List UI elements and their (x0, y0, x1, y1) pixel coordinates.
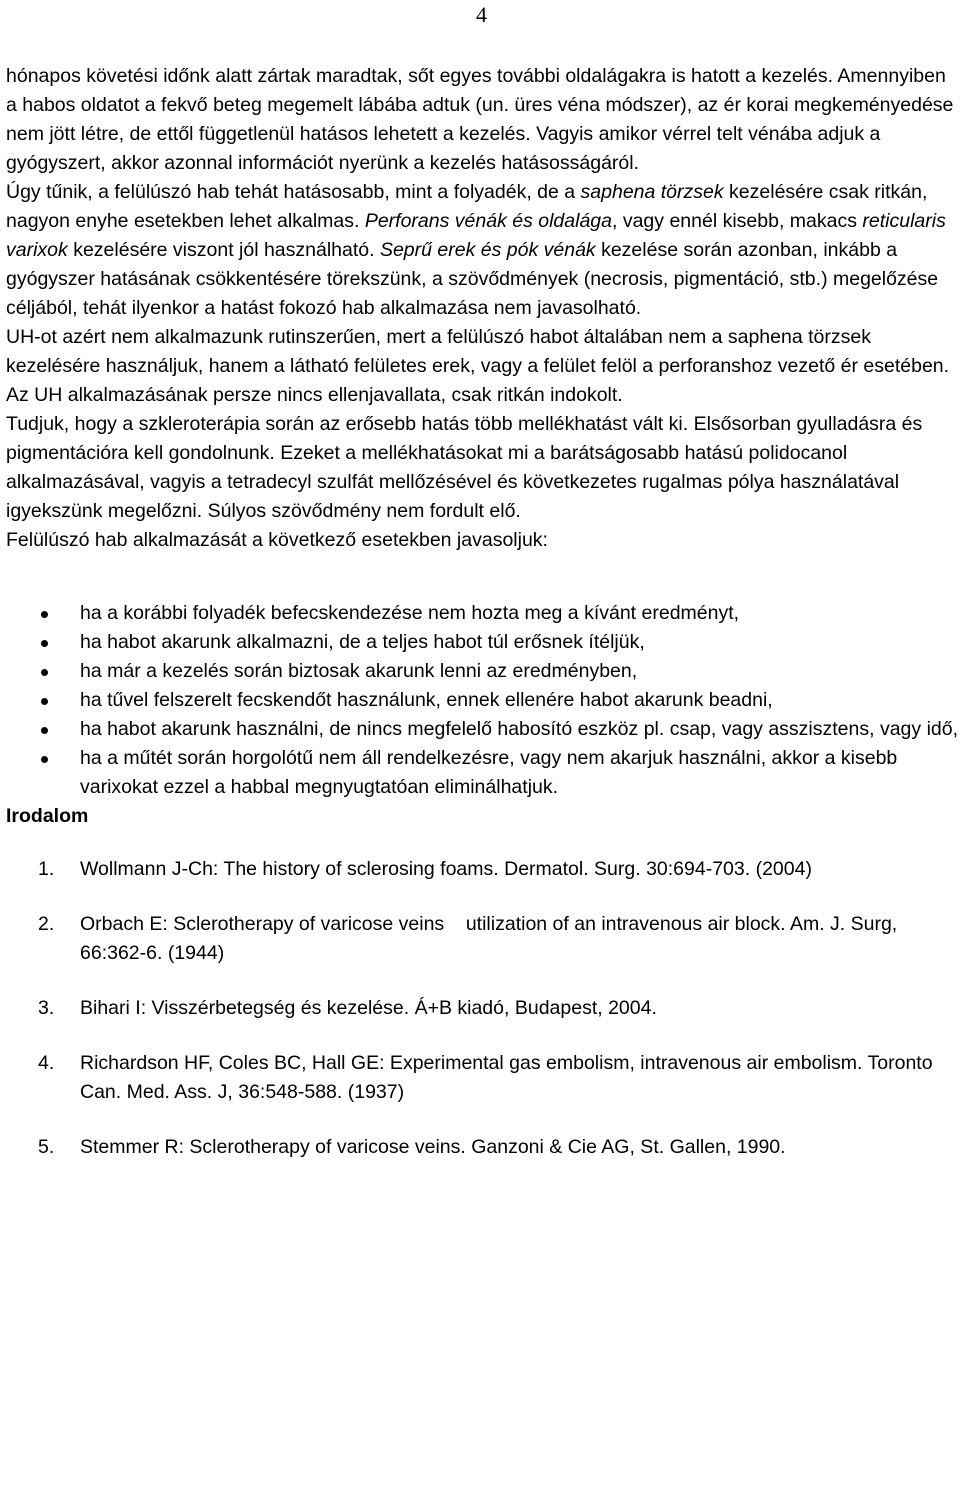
reference-text: Orbach E: Sclerotherapy of varicose veins utilization of an intravenous air block. Am. J. Surg, 66:362-6. (1944) (80, 913, 903, 964)
paragraph-ultrasound: UH-ot azért nem alkalmazunk rutinszerűen, mert a felülúszó habot általában nem a saphena törzsek kezelésére használjuk, hanem a látható felületes erek, vagy a felület felöl a perforanshoz vezető ér esetében. Az UH alkalmazásának persze nincs ellenjavallata, csak ritkán indokolt. (6, 326, 950, 406)
list-item (6, 628, 958, 657)
page-number: 4 (476, 2, 487, 27)
list-item (6, 599, 958, 628)
paragraph-followup: hónapos követési időnk alatt zártak maradtak, sőt egyes további oldalágakra is hatott a kezelés. Amennyiben a habos oldatot a fekvő beteg megemelt lábába adtuk (un. üres véna módszer), az ér korai megkeményedése nem jött létre, de ettől függetlenül hatásos lehetett a kezelés. Vagyis amikor vérrel telt vénába adjuk a gyógyszert, akkor azonnal információt nyerünk a kezelés hatásosságáról. (6, 65, 954, 174)
list-item-text: ha tűvel felszerelt fecskendőt használunk, ennek ellenére habot akarunk beadni, (80, 689, 773, 711)
reference-number: 2. (38, 913, 55, 935)
bullet-icon (41, 756, 48, 763)
list-item (6, 657, 958, 686)
list-item-text: ha habot akarunk használni, de nincs megfelelő habosító eszköz pl. csap, vagy asszisztens, vagy idő, (80, 718, 959, 740)
list-item (6, 686, 958, 715)
reference-number: 4. (38, 1052, 55, 1074)
bullet-icon (41, 669, 48, 676)
text-run: Úgy tűnik, a felülúszó hab tehát hatásosabb, mint a folyadék, de a (6, 181, 581, 203)
text-run: , vagy ennél kisebb, makacs (612, 210, 863, 232)
text-run: kezelése során azonban, inkább a gyógyszer hatásának csökkentésére törekszünk, a szövődmények (necrosis, pigmentáció, stb.) megelőzése céljából, tehát ilyenkor a hatást fokozó hab alkalmazása nem javasolható. (6, 239, 939, 319)
reference-item (6, 1049, 958, 1107)
italic-term-saphena: saphena törzsek (580, 181, 724, 203)
reference-number: 3. (38, 997, 55, 1019)
reference-number: 5. (38, 1136, 55, 1158)
list-item (6, 744, 958, 802)
reference-list (6, 855, 958, 1162)
reference-item (6, 994, 958, 1023)
list-item-text: ha már a kezelés során biztosak akarunk lenni az eredményben, (80, 660, 638, 682)
reference-text: Bihari I: Visszérbetegség és kezelése. Á+B kiadó, Budapest, 2004. (80, 997, 657, 1019)
references-heading: Irodalom (6, 805, 89, 827)
reference-text: Stemmer R: Sclerotherapy of varicose veins. Ganzoni & Cie AG, St. Gallen, 1990. (80, 1136, 786, 1158)
reference-item (6, 910, 958, 968)
reference-text: Richardson HF, Coles BC, Hall GE: Experimental gas embolism, intravenous air embolism. Toronto Can. Med. Ass. J, 36:548-588. (1937) (80, 1052, 933, 1103)
list-item-text: ha a műtét során horgolótű nem áll rendelkezésre, vagy nem akarjuk használni, akkor a kisebb varixokat ezzel a habbal megnyugtatóan eliminálhatjuk. (80, 747, 898, 798)
list-item (6, 715, 958, 744)
document-body (6, 62, 958, 1162)
bullet-icon (41, 727, 48, 734)
reference-item (6, 1133, 958, 1162)
bullet-icon (41, 611, 48, 618)
text-run: kezelésére csak ritkán, nagyon enyhe esetekben lehet alkalmas. (6, 181, 928, 232)
text-run: kezelésére viszont jól használható. (67, 239, 380, 261)
bullet-icon (41, 640, 48, 647)
reference-item (6, 855, 958, 884)
reference-number: 1. (38, 858, 55, 880)
reference-text: Wollmann J-Ch: The history of sclerosing foams. Dermatol. Surg. 30:694-703. (2004) (80, 858, 812, 880)
list-item-text: ha a korábbi folyadék befecskendezése nem hozta meg a kívánt eredményt, (80, 602, 740, 624)
italic-term-reticularis: reticularis varixok (6, 210, 946, 261)
paragraph-recommendation-intro: Felülúszó hab alkalmazását a következő esetekben javasoljuk: (6, 529, 548, 551)
paragraph-foam-efficacy (6, 178, 958, 323)
italic-term-perforans: Perforans vénák és oldalága (364, 210, 612, 232)
bullet-icon (41, 698, 48, 705)
paragraph-side-effects: Tudjuk, hogy a szkleroterápia során az erősebb hatás több mellékhatást vált ki. Elsősorban gyulladásra és pigmentációra kell gondolnunk. Ezeket a mellékhatásokat mi a barátságosabb hatású polidocanol alkalmazásával, vagyis a tetradecyl szulfát mellőzésével és következetes rugalmas pólya használatával igyekszünk megelőzni. Súlyos szövődmény nem fordult elő. (6, 413, 923, 522)
recommendation-list (6, 599, 958, 802)
italic-term-sepru: Seprű erek és pók vénák (379, 239, 596, 261)
list-item-text: ha habot akarunk alkalmazni, de a teljes habot túl erősnek ítéljük, (80, 631, 645, 653)
